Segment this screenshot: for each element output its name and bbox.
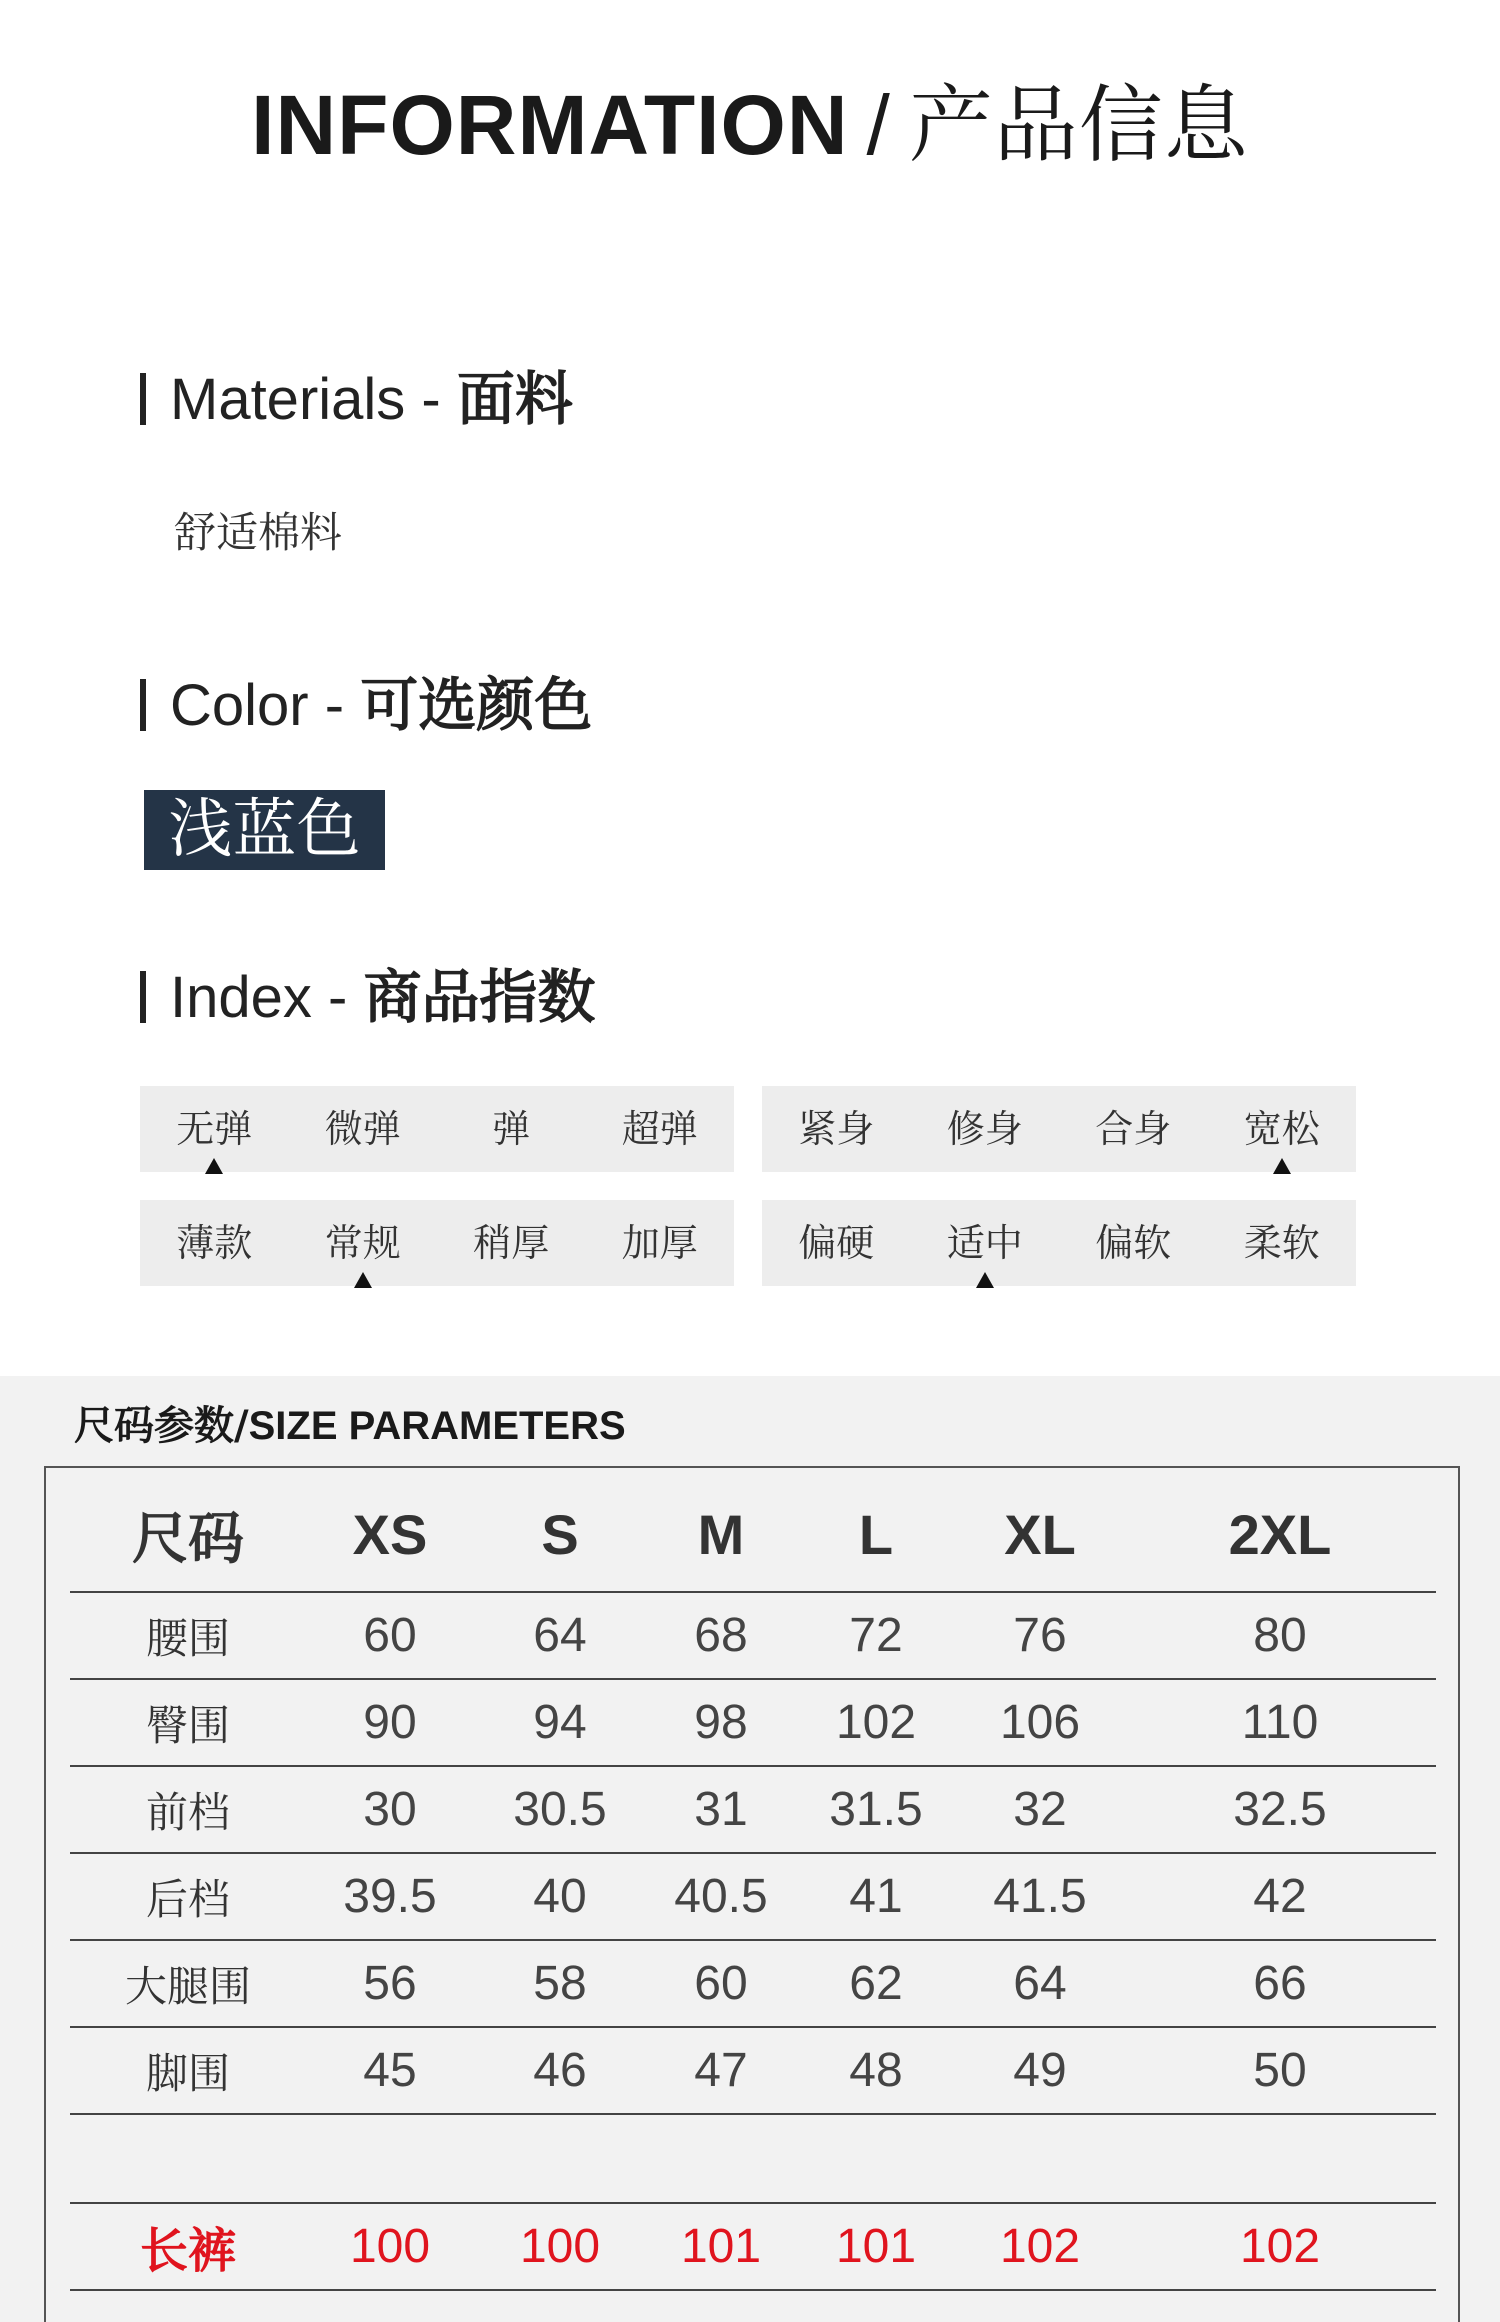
table-cell: 50: [1253, 2044, 1307, 2097]
index-option: 微弹: [324, 1107, 401, 1151]
table-cell: 66: [1253, 1957, 1307, 2010]
table-cell: 30: [363, 1783, 417, 1836]
table-cell: 101: [680, 2220, 762, 2273]
color-chip[interactable]: 浅蓝色: [144, 790, 385, 870]
row-label: 脚围: [145, 2048, 230, 2098]
row-label: 前档: [145, 1787, 230, 1837]
row-label: 大腿围: [124, 1961, 251, 2011]
table-cell: 41: [849, 1870, 903, 1923]
index-heading-dash: -: [328, 965, 348, 1030]
page-title-en: INFORMATION: [251, 78, 849, 172]
table-cell: 102: [835, 1696, 917, 1749]
materials-heading-cn: 面料: [456, 365, 573, 433]
table-cell: 41.5: [993, 1870, 1087, 1923]
table-cell: 31: [694, 1783, 748, 1836]
materials-heading: [140, 352, 573, 436]
selected-marker-icon: [205, 1158, 223, 1174]
table-cell: 32.5: [1233, 1783, 1327, 1836]
table-row: [70, 1592, 1436, 1679]
table-cell: 45: [363, 2044, 417, 2097]
index-option: 稍厚: [473, 1221, 550, 1265]
size-header-cell: 2XL: [1228, 1503, 1332, 1566]
table-spacer-row: [70, 2114, 1436, 2203]
index-option: 超弹: [621, 1107, 698, 1151]
table-row: [70, 1679, 1436, 1766]
table-cell: 102: [1239, 2220, 1321, 2273]
size-header-cell: XS: [352, 1503, 428, 1566]
size-title-en: SIZE PARAMETERS: [248, 1404, 626, 1448]
table-cell: 110: [1241, 1696, 1319, 1749]
index-group-thickness: [140, 1200, 734, 1286]
index-option: 宽松: [1208, 1086, 1357, 1172]
table-cell: 48: [849, 2044, 903, 2097]
table-cell: 64: [533, 1609, 587, 1662]
page-title: [0, 58, 1500, 179]
index-option: 偏硬: [798, 1221, 875, 1265]
table-cell: 98: [694, 1696, 748, 1749]
table-cell: 80: [1253, 1609, 1307, 1662]
index-option: 适中: [911, 1200, 1060, 1286]
table-cell: 60: [363, 1609, 417, 1662]
table-cell: 94: [533, 1696, 587, 1749]
size-header-cell: XL: [1004, 1503, 1076, 1566]
index-option: 弹: [492, 1107, 531, 1151]
size-header-cell: L: [858, 1503, 894, 1566]
title-separator: /: [866, 78, 891, 172]
color-heading-cn: 可选颜色: [360, 671, 593, 739]
table-cell: 101: [835, 2220, 917, 2273]
index-group-fit: [762, 1086, 1356, 1172]
table-cell: 47: [694, 2044, 748, 2097]
color-heading-en: Color: [170, 673, 309, 738]
row-label: 后档: [145, 1874, 230, 1924]
table-cell: 60: [694, 1957, 748, 2010]
table-row: [70, 1853, 1436, 1940]
size-table: [70, 1478, 1436, 2291]
table-cell: 76: [1013, 1609, 1067, 1662]
index-heading-en: Index: [170, 965, 312, 1030]
selected-marker-icon: [976, 1272, 994, 1288]
table-cell: 46: [533, 2044, 587, 2097]
materials-heading-en: Materials: [170, 367, 406, 432]
size-header-cell: M: [697, 1503, 745, 1566]
index-option: 紧身: [798, 1107, 875, 1151]
table-cell: 42: [1253, 1870, 1307, 1923]
size-title: [74, 1394, 626, 1451]
color-heading: [140, 658, 592, 742]
index-heading: [140, 950, 595, 1034]
table-cell: 106: [999, 1696, 1081, 1749]
size-header-cell: S: [541, 1503, 579, 1566]
table-cell: 100: [349, 2220, 431, 2273]
materials-text: 舒适棉料: [174, 508, 343, 557]
index-option: 加厚: [621, 1221, 698, 1265]
index-option: 修身: [946, 1107, 1023, 1151]
table-cell: 90: [363, 1696, 417, 1749]
table-cell: 49: [1013, 2044, 1067, 2097]
table-cell: 40: [533, 1870, 587, 1923]
table-cell: 72: [849, 1609, 903, 1662]
table-cell: 64: [1013, 1957, 1067, 2010]
table-cell: 40.5: [674, 1870, 768, 1923]
selected-marker-icon: [354, 1272, 372, 1288]
table-cell: 62: [849, 1957, 903, 2010]
table-cell: 56: [363, 1957, 417, 2010]
page-title-cn: 产品信息: [908, 76, 1249, 174]
table-cell: 30.5: [513, 1783, 607, 1836]
color-heading-dash: -: [324, 673, 345, 738]
table-cell: 68: [694, 1609, 748, 1662]
size-title-cn: 尺码参数/: [74, 1403, 249, 1449]
index-group-softness: [762, 1200, 1356, 1286]
size-header-row: [70, 1478, 1436, 1592]
heading-bar: [140, 971, 146, 1023]
table-cell: 39.5: [343, 1870, 437, 1923]
table-cell: 32: [1013, 1783, 1067, 1836]
table-cell: 100: [519, 2220, 601, 2273]
table-row: [70, 1766, 1436, 1853]
index-option: 柔软: [1243, 1221, 1320, 1265]
table-cell: 31.5: [829, 1783, 923, 1836]
materials-heading-dash: -: [421, 367, 441, 432]
index-option: 合身: [1095, 1107, 1172, 1151]
index-option: 无弹: [140, 1086, 289, 1172]
table-cell: 58: [533, 1957, 587, 2010]
index-group-stretch: [140, 1086, 734, 1172]
row-label: 臀围: [145, 1700, 230, 1750]
heading-bar: [140, 679, 146, 731]
row-label: 腰围: [145, 1613, 230, 1663]
table-row: [70, 2027, 1436, 2114]
heading-bar: [140, 373, 146, 425]
size-header-label: 尺码: [132, 1506, 244, 1572]
table-row: [70, 1940, 1436, 2027]
index-option: 偏软: [1095, 1221, 1172, 1265]
index-option: 常规: [289, 1200, 438, 1286]
index-heading-cn: 商品指数: [363, 963, 596, 1031]
selected-marker-icon: [1273, 1158, 1291, 1174]
index-option: 薄款: [176, 1221, 253, 1265]
table-row-highlight: [70, 2203, 1436, 2290]
table-cell: 102: [999, 2220, 1081, 2273]
row-label: 长裤: [139, 2223, 236, 2279]
